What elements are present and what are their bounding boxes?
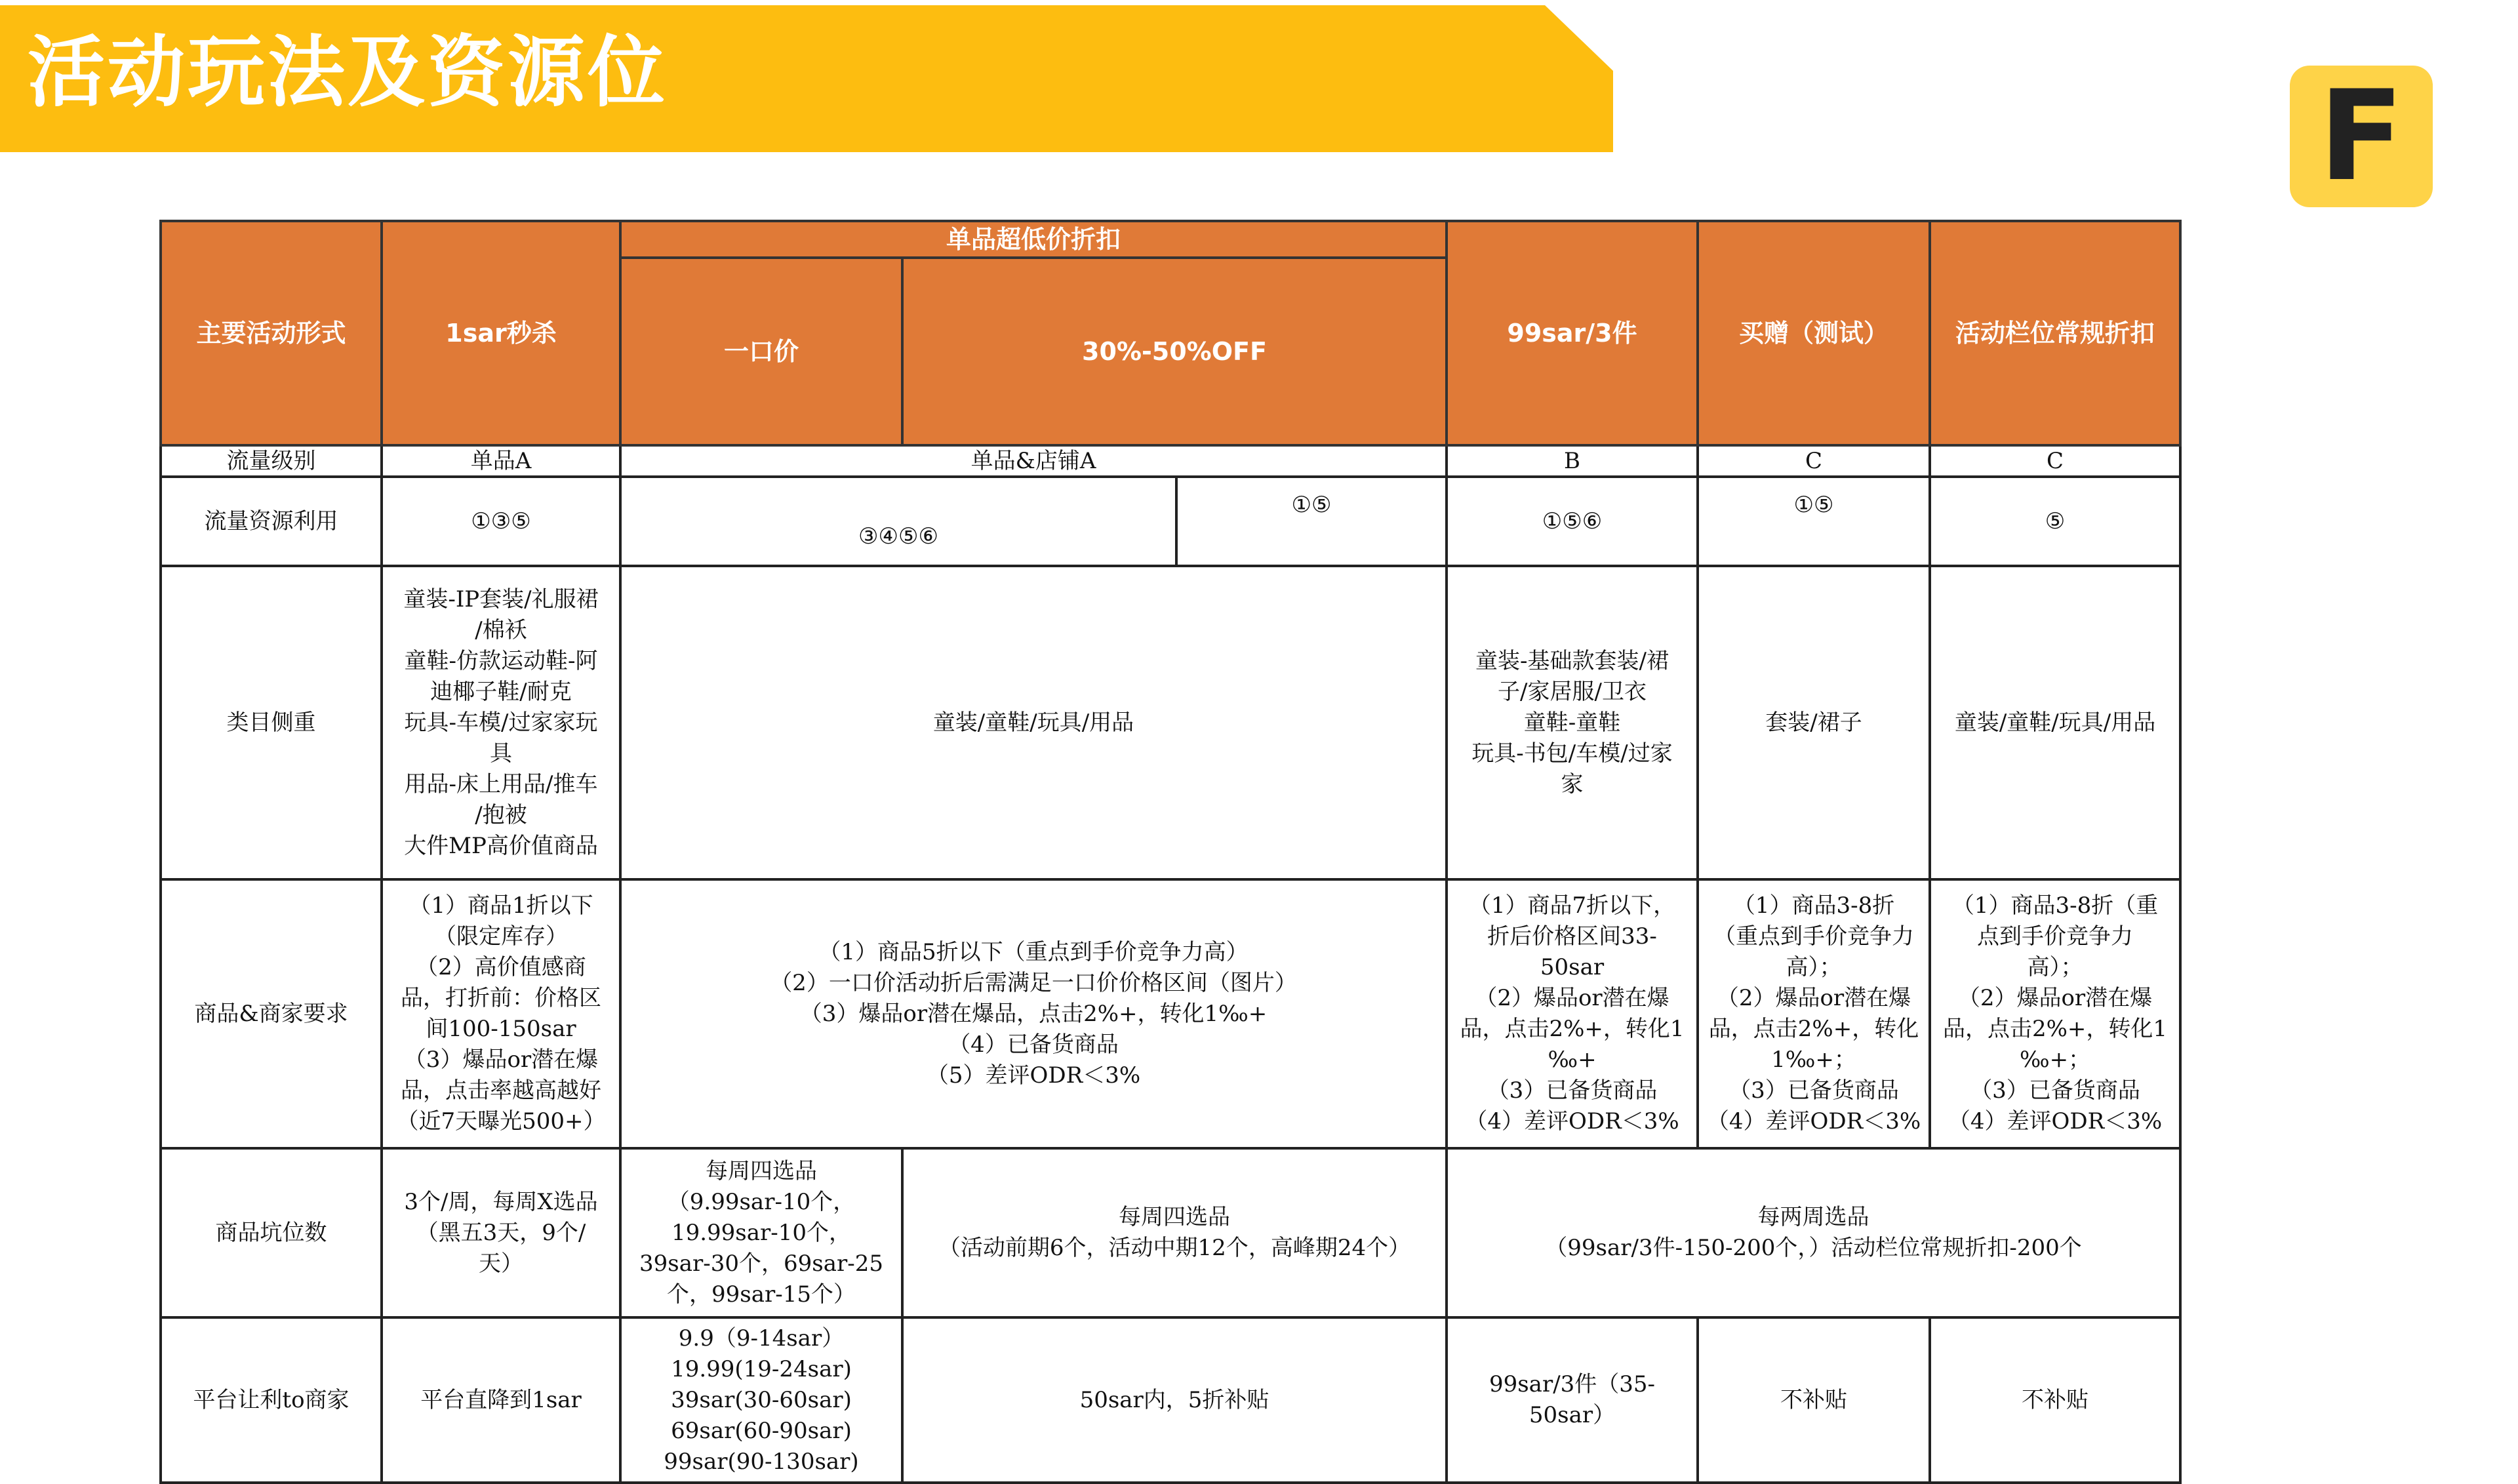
header-buy-gift: 买赠（测试）: [1698, 221, 1930, 445]
slots-one-price: 每周四选品 （9.99sar-10个， 19.99sar-10个， 39sar-30个，69sar-25 个，99sar-15个）: [620, 1148, 902, 1317]
header-sec-kill: 1sar秒杀: [382, 221, 620, 445]
traffic-level-99sar: B: [1447, 445, 1698, 477]
category-super-low: 童装/童鞋/玩具/用品: [620, 566, 1447, 879]
slots-pct-lowest: 每周四选品 （活动前期6个，活动中期12个，高峰期24个）: [902, 1148, 1447, 1317]
requirements-gift: （1）商品3-8折 （重点到手价竞争力 高）； （2）爆品or潜在爆 品，点击2%+，转化 1‰+； （3）已备货商品 （4）差评ODR＜3%: [1698, 879, 1930, 1148]
row-label-traffic-level: 流量级别: [161, 445, 382, 477]
traffic-resource-99sar: ①⑤⑥: [1447, 477, 1698, 566]
header-one-price: 一口价: [620, 258, 902, 445]
row-label-subsidy: 平台让利to商家: [161, 1317, 382, 1483]
brand-logo: [2290, 66, 2433, 207]
subsidy-sec-kill: 平台直降到1sar: [382, 1317, 620, 1483]
traffic-level-sec-kill: 单品A: [382, 445, 620, 477]
page-title: 活动玩法及资源位: [28, 27, 668, 117]
category-regular: 童装/童鞋/玩具/用品: [1930, 566, 2180, 879]
slots-rest: 每两周选品 （99sar/3件-150-200个，）活动栏位常规折扣-200个: [1447, 1148, 2180, 1317]
requirements-regular: （1）商品3-8折（重 点到手价竞争力 高）； （2）爆品or潜在爆 品，点击2%+，转化1 ‰+； （3）已备货商品 （4）差评ODR＜3%: [1930, 879, 2180, 1148]
slots-sec-kill: 3个/周，每周X选品 （黑五3天，9个/ 天）: [382, 1148, 620, 1317]
subsidy-99sar: 99sar/3件（35- 50sar）: [1447, 1317, 1698, 1483]
traffic-resource-lowest: ①⑤: [1176, 477, 1447, 566]
row-label-slots: 商品坑位数: [161, 1148, 382, 1317]
traffic-level-regular: C: [1930, 445, 2180, 477]
header-99sar-3: 99sar/3件: [1447, 221, 1698, 445]
brand-logo-letter: F: [2319, 64, 2404, 209]
subsidy-gift: 不补贴: [1698, 1317, 1930, 1483]
subsidy-regular: 不补贴: [1930, 1317, 2180, 1483]
requirements-99sar: （1）商品7折以下， 折后价格区间33- 50sar （2）爆品or潜在爆 品，点击2%+，转化1 ‰+ （3）已备货商品 （4）差评ODR＜3%: [1447, 879, 1698, 1148]
header-pct-off: 30%-50%OFF: [902, 258, 1447, 445]
row-label-traffic-resource: 流量资源利用: [161, 477, 382, 566]
traffic-resource-one-pct: ③④⑤⑥: [620, 477, 1176, 566]
requirements-sec-kill: （1）商品1折以下 （限定库存） （2）高价值感商 品，打折前：价格区 间100-150sar （3）爆品or潜在爆 品，点击率越高越好 （近7天曝光500+）: [382, 879, 620, 1148]
subsidy-one-price: 9.9（9-14sar） 19.99(19-24sar) 39sar(30-60sar) 69sar(60-90sar) 99sar(90-130sar): [620, 1317, 902, 1483]
row-label-category: 类目侧重: [161, 566, 382, 879]
traffic-resource-regular: ⑤: [1930, 477, 2180, 566]
traffic-resource-gift: ①⑤: [1698, 477, 1930, 566]
header-super-low-discount: 单品超低价折扣: [620, 221, 1447, 258]
subsidy-pct-lowest: 50sar内，5折补贴: [902, 1317, 1447, 1483]
row-label-requirements: 商品&商家要求: [161, 879, 382, 1148]
requirements-super-low: （1）商品5折以下（重点到手价竞争力高） （2）一口价活动折后需满足一口价价格区间（图片） （3）爆品or潜在爆品，点击2%+，转化1‰+ （4）已备货商品 （5）差评ODR＜3%: [620, 879, 1447, 1148]
header-regular-discount: 活动栏位常规折扣: [1930, 221, 2180, 445]
category-gift: 套装/裙子: [1698, 566, 1930, 879]
title-bar: [0, 0, 1613, 152]
activity-table: 主要活动形式 1sar秒杀 单品超低价折扣 99sar/3件 买赠（测试） 活动栏位常规折扣 一口价 30%-50%OFF 全网最低（测试） 流量级别 单品A 单品&店铺A B C C 流量资源利用 ①③⑤ ③④⑤⑥ ①⑤ ①⑤⑥ ①⑤ ⑤ 类目侧重 童装-IP套装/礼服裙 /棉袄 童鞋-仿款运动鞋-阿 迪椰子鞋/耐克 玩具-车模/过家家玩 具 用品-床上用品/推车 /抱被 大件MP高价值商品 童装/童鞋/玩具/用品 童装-基础款套装/裙 子/家居服/卫衣 童鞋-童鞋 玩具-书包/车模/过家 家 套装/裙子 童装/童鞋/玩具/用品 商品&商家要求 （1）商品1折以下 （限定库存） （2）高价值感商 品，打折前：价格区 间100-150sar （3）爆品or潜在爆 品，点击率越高越好 （近7天曝光500+） （1）商品5折以下（重点到手价竞争力高） （2）一口价活动折后需满足一口价价格区间（图片） （3）爆品or潜在爆品，点击2%+，转化1‰+ （4）已备货商品 （5）差评ODR＜3% （1）商品7折以下， 折后价格区间33- 50sar （2）爆品or潜在爆 品，点击2%+，转化1 ‰+ （3）已备货商品 （4）差评ODR＜3% （1）商品3-8折 （重点到手价竞争力 高）； （2）爆品or潜在爆 品，点击2%+，转化 1‰+； （3）已备货商品 （4）差评ODR＜3% （1）商品3-8折（重 点到手价竞争力 高）； （2）爆品or潜在爆 品，点击2%+，转化1 ‰+； （3）已备货商品 （4）差评ODR＜3% 商品坑位数 3个/周，每周X选品 （黑五3天，9个/ 天） 每周四选品 （9.99sar-10个， 19.99sar-10个， 39sar-30个，69sar-25 个，99sar-15个） 每周四选品 （活动前期6个，活动中期12个，高峰期24个） 每两周选品 （99sar/3件-150-200个，）活动栏位常规折扣-200个 平台让利to商家 平台直降到1sar 9.9（9-14sar） 19.99(19-24sar) 39sar(30-60sar) 69sar(60-90sar) 99sar(90-130sar) 50sar内，5折补贴 99sar/3件（35- 50sar） 不补贴 不补贴: [159, 220, 2182, 1484]
traffic-level-gift: C: [1698, 445, 1930, 477]
category-sec-kill: 童装-IP套装/礼服裙 /棉袄 童鞋-仿款运动鞋-阿 迪椰子鞋/耐克 玩具-车模/过家家玩 具 用品-床上用品/推车 /抱被 大件MP高价值商品: [382, 566, 620, 879]
traffic-resource-sec-kill: ①③⑤: [382, 477, 620, 566]
category-99sar: 童装-基础款套装/裙 子/家居服/卫衣 童鞋-童鞋 玩具-书包/车模/过家 家: [1447, 566, 1698, 879]
traffic-level-super-low: 单品&店铺A: [620, 445, 1447, 477]
header-main-form: 主要活动形式: [161, 221, 382, 445]
